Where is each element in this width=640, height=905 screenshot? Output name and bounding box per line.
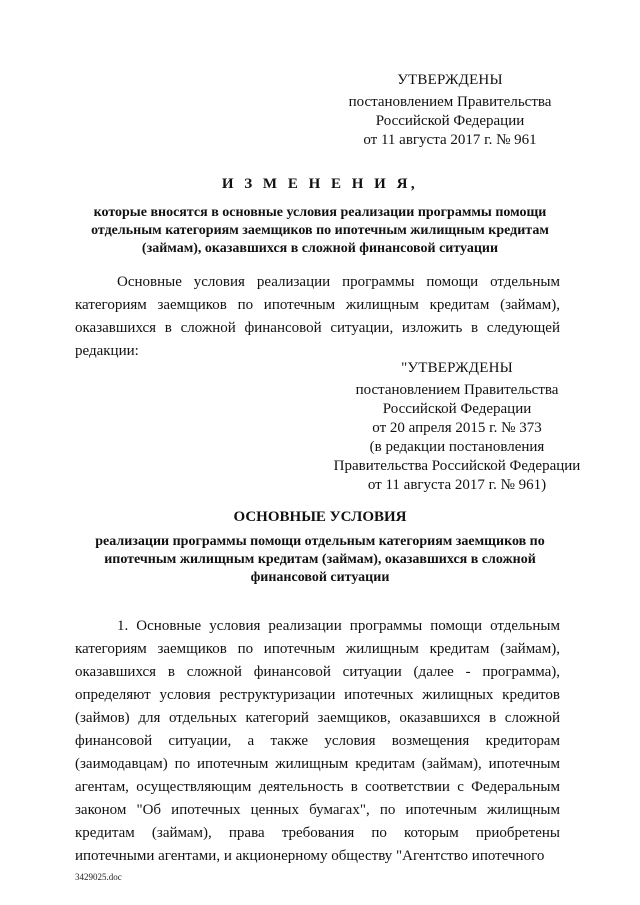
quoted-approval-heading: "УТВЕРЖДЕНЫ bbox=[401, 360, 513, 376]
approval-line: постановлением Правительства bbox=[348, 94, 552, 110]
approval-line: от 11 августа 2017 г. № 961 bbox=[363, 132, 537, 148]
intro-paragraph: Основные условия реализации программы помощи отдельным категориям заемщиков по ипотечным жилищным кредитам (займам), оказавшихся в сложной финансовой ситуации, изложить в следующей редакции: bbox=[75, 274, 560, 359]
paragraph-1: 1. Основные условия реализации программы помощи отдельным категориям заемщиков по ипотечным жилищным кредитам (займам), оказавшихся в сложной финансовой ситуации (далее - программа), определяют условия реструктуризации ипотечных жилищных кредитов (займов) для отдельных категорий заемщиков, оказавшихся в сложной финансовой ситуации, а также условия возмещения кредиторам (заимодавцам) по ипотечным жилищным кредитам (займам), ипотечным агентам, осуществляющим деятельность в соответствии с Федеральным законом "Об ипотечных ценных бумагах", по ипотечным жилищным кредитам (займам), права требования по которым приобретены ипотечными агентами, и акционерному обществу "Агентство ипотечного bbox=[75, 618, 560, 864]
document-title: И З М Е Н Е Н И Я, bbox=[221, 176, 419, 192]
quoted-approval-line: (в редакции постановления bbox=[369, 439, 545, 455]
quoted-approval-line: постановлением Правительства bbox=[355, 382, 559, 398]
quoted-approval-line: Правительства Российской Федерации bbox=[333, 458, 581, 474]
approval-line: Российской Федерации bbox=[375, 113, 525, 129]
quoted-approval-line: Российской Федерации bbox=[382, 401, 532, 417]
footer-file-code: 3429025.doc bbox=[75, 872, 122, 882]
approval-block bbox=[330, 71, 570, 150]
section-title: ОСНОВНЫЕ УСЛОВИЯ bbox=[233, 509, 407, 525]
quoted-approval-block bbox=[322, 359, 592, 495]
document-subtitle: которые вносятся в основные условия реализации программы помощи отдельным категориям заемщиков по ипотечным жилищным кредитам (займам), оказавшихся в сложной финансовой ситуации bbox=[91, 205, 549, 256]
quoted-approval-line: от 20 апреля 2015 г. № 373 bbox=[372, 420, 542, 436]
approval-heading: УТВЕРЖДЕНЫ bbox=[397, 72, 503, 88]
quoted-approval-line: от 11 августа 2017 г. № 961) bbox=[367, 477, 547, 493]
section-subtitle: реализации программы помощи отдельным категориям заемщиков по ипотечным жилищным кредитам (займам), оказавшихся в сложной финансовой ситуации bbox=[95, 534, 545, 585]
